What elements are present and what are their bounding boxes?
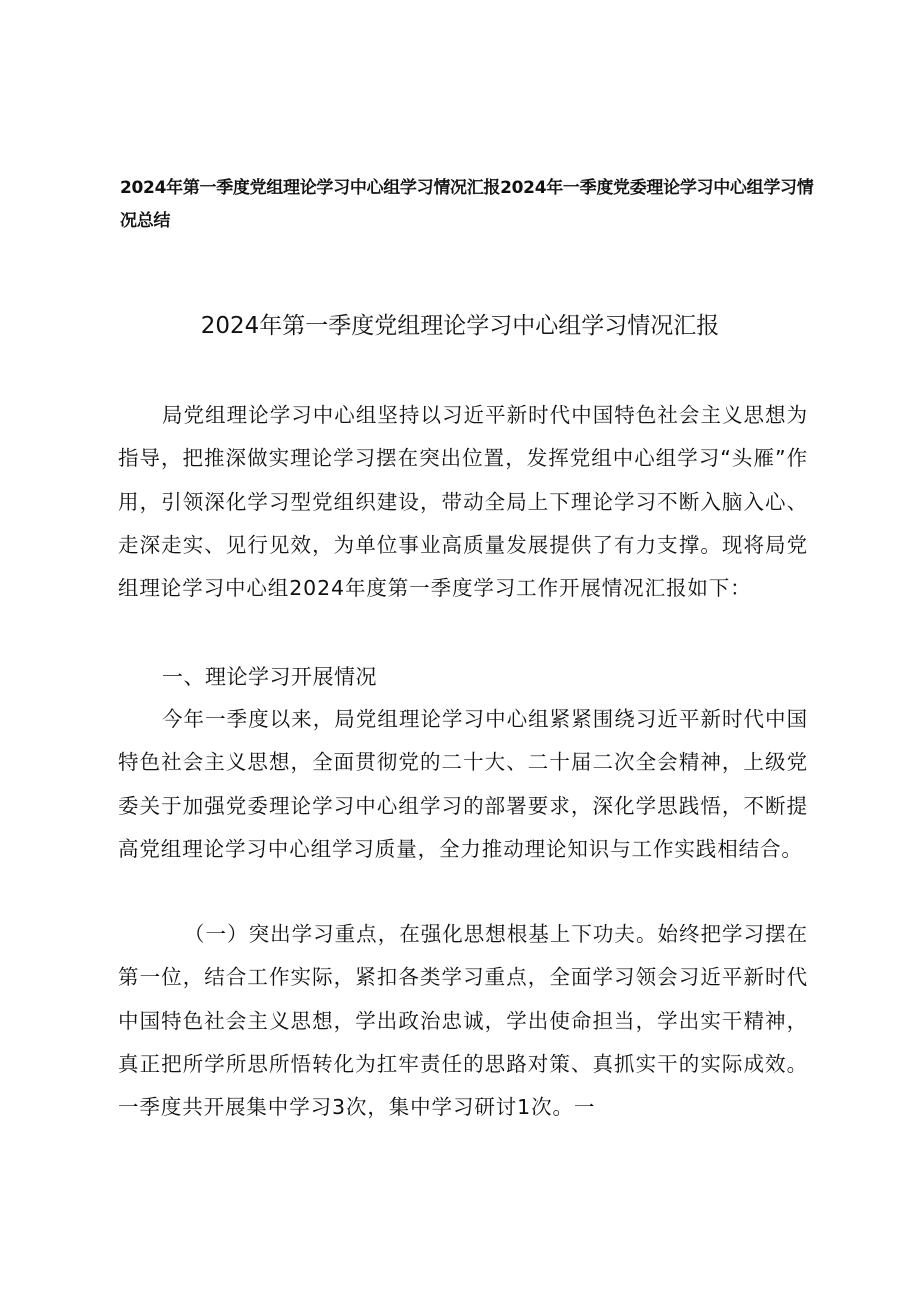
paragraph-subsection-one: （一）突出学习重点，在强化思想根基上下功夫。始终把学习摆在第一位，结合工作实际，紧扣各类学习重点，全面学习领会习近平新时代中国特色社会主义思想，学出政治忠诚，学出使命担当，学出实干精神，真正把所学所思所悟转化为扛牢责任的思路对策、真抓实干的实际成效。一季度共开展集中学习3次，集中学习研讨1次。一 xyxy=(118,922,808,1120)
section-heading: 一、理论学习开展情况 xyxy=(162,665,377,689)
paragraph-intro: 局党组理论学习中心组坚持以习近平新时代中国特色社会主义思想为指导，把推深做实理论学习摆在突出位置，发挥党组中心组学习“头雁”作用，引领深化学习型党组织建设，带动全局上下理论学习不断入脑入心、走深走实、见行见效，为单位事业高质量发展提供了有力支撑。现将局党组理论学习中心组2024年度第一季度学习工作开展情况汇报如下： xyxy=(118,403,808,601)
document-header: 2024年第一季度党组理论学习中心组学习情况汇报2024年一季度党委理论学习中心组学习情况总结 xyxy=(120,178,814,231)
paragraph-overview: 今年一季度以来，局党组理论学习中心组紧紧围绕习近平新时代中国特色社会主义思想，全面贯彻党的二十大、二十届二次全会精神，上级党委关于加强党委理论学习中心组学习的部署要求，深化学思践悟，不断提高党组理论学习中心组学习质量，全力推动理论知识与工作实践相结合。 xyxy=(118,707,808,861)
document-title: 2024年第一季度党组理论学习中心组学习情况汇报 xyxy=(200,313,720,339)
